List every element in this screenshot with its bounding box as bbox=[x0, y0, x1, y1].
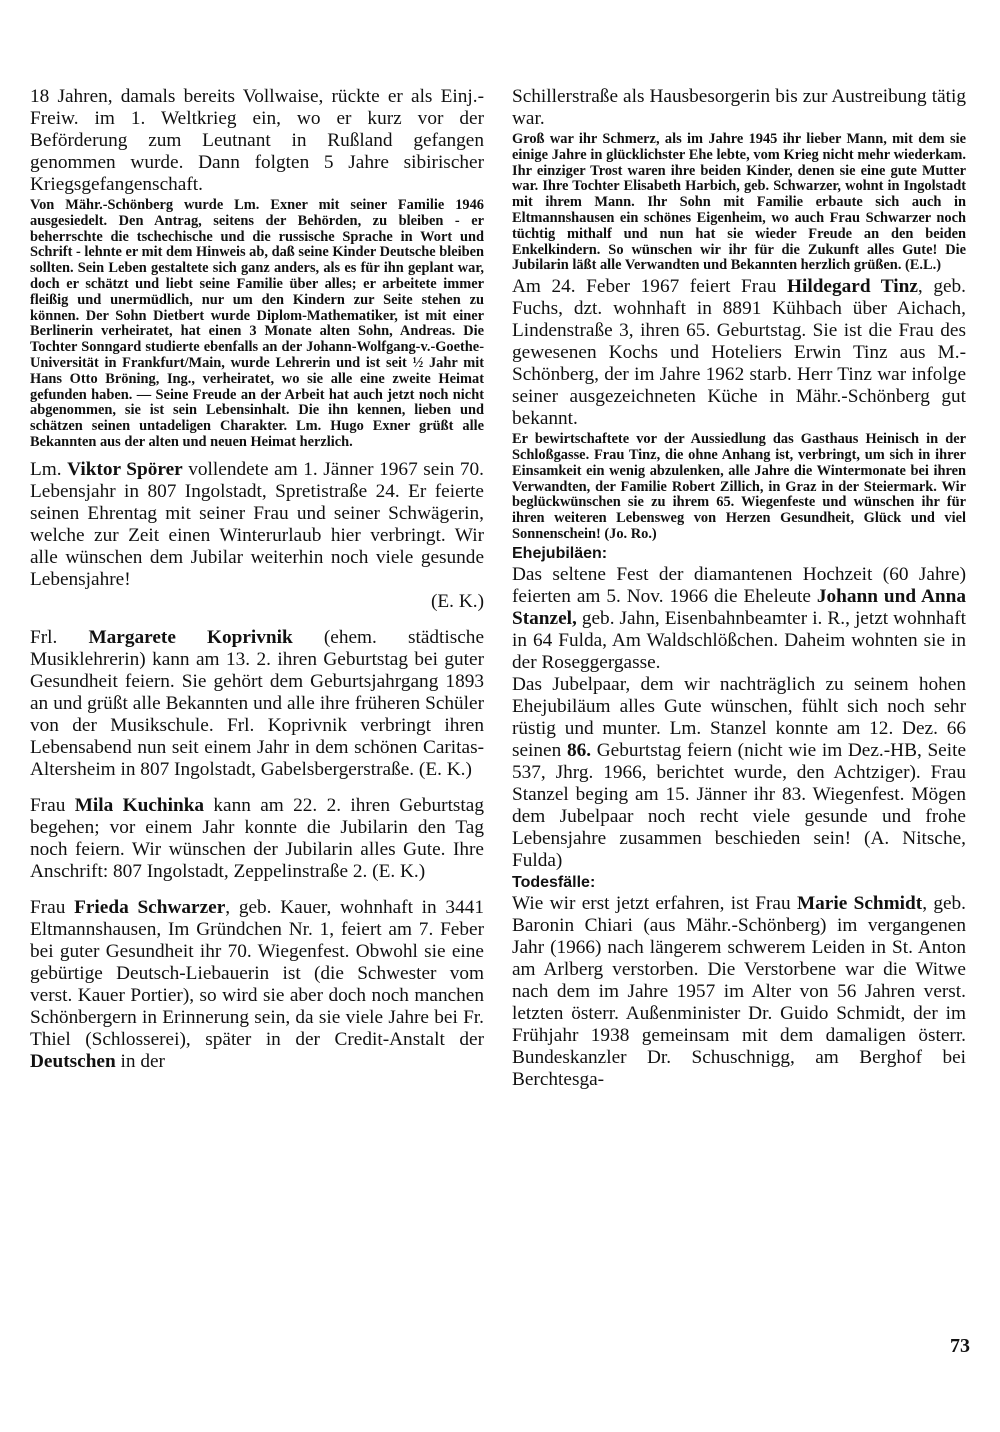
person-name: Margarete Koprivnik bbox=[88, 626, 293, 648]
paragraph-tinz-details: Er bewirtschaftete vor der Aussiedlung das Gasthaus Heinisch in der Schloßgasse. Frau Tinz, die ohne Anhang ist, verbringt, um sich in ihrer Einsamkeit ein wenig abzulenken, alle Jahre die Wintermonate bei ihren Verwandten, der Familie Robert Zillich, in Graz in der Steiermark. Wir beglückwünschen sie zu ihrem 65. Wiegenfeste und wünschen ihr für ihren weiteren Lebensweg von Herzen Gesundheit, Glück und viel Sonnenschein! (Jo. Ro.) bbox=[512, 431, 966, 542]
paragraph-exner-family: Von Mähr.-Schönberg wurde Lm. Exner mit seiner Familie 1946 ausgesiedelt. Den Antrag, seitens der Behörden, zu bleiben - er beherrschte die tschechische und die russische Sprache in Wort und Schrift - lehnte er mit dem Hinweis ab, daß seine Kinder Deutsche bleiben sollten. Sein Leben gestaltete sich ganz anders, als es für ihn geplant war, doch er schätzt und liebt seine Familie über alles; er arbeitete immer fleißig und unermüdlich, nur um den Kindern zur Seite stehen zu können. Der Sohn Dietbert wurde Diplom-Mathematiker, ist mit einer Berlinerin verheiratet, hat einen 3 Monate alten Sohn, Andreas. Die Tochter Sonngard studierte ebenfalls an der Johann-Wolfgang-v.-Goethe-Universität in Frankfurt/Main, wurde Lehrerin und ist seit ½ Jahr mit Hans Otto Bröning, Ing., verheiratet, wo sie alle eine zweite Heimat gefunden haben. — Seine Freude an der Arbeit hat auch jetzt noch nicht abgenommen, sie ist sein Lebensinhalt. Die ihn kennen, lieben und schätzen seinen untadeligen Charakter. Lm. Hugo Exner grüßt alle Bekannten aus der alten und neuen Heimat herzlich. bbox=[30, 197, 484, 450]
text-segment: Frau bbox=[30, 896, 75, 918]
paragraph-schwarzer bbox=[30, 897, 484, 1073]
person-name: Mila Kuchinka bbox=[74, 794, 205, 816]
person-name: Johann und Anna Stanzel, bbox=[512, 585, 967, 629]
text-segment: (ehem. städtische Musiklehrerin) kann am 13. 2. ihren Geburtstag bei guter Gesundheit feiern. Sie gehört dem Geburtsjahrgang 1893 an und grüßt alle Bekannten und alle ihre früheren Schüler von der Musikschule. Frl. Koprivnik verbringt ihren Lebensabend nun seit einem Jahr in dem schönen Caritas-Altersheim in 807 Ingolstadt, Gabelsbergerstraße. (E. K.) bbox=[30, 626, 485, 780]
paragraph-schmidt bbox=[512, 893, 966, 1091]
right-column bbox=[512, 86, 966, 1091]
section-heading-ehejubilaeen: Ehejubiläen: bbox=[512, 544, 608, 562]
person-name: Frieda Schwarzer bbox=[74, 896, 226, 918]
person-name: Marie Schmidt bbox=[796, 892, 923, 914]
paragraph-stanzel-jubilee bbox=[512, 674, 966, 872]
text-segment: in der bbox=[115, 1050, 165, 1072]
text-segment: Am 24. Feber 1967 feiert Frau bbox=[512, 276, 787, 298]
text-segment: , geb. Baronin Chiari (aus Mähr.-Schönberg) im vergangenen Jahr (1966) nach längerem schwerem Leiden in St. Anton am Arlberg verstorben. Die Verstorbene war die Witwe nach dem im Jahre 1957 im Alter von 56 Jahren verst. letzten österr. Außenminister Dr. Guido Schmidt, der im Frühjahr 1938 gemeinsam mit dem damaligen österr. Bundeskanzler Dr. Schuschnigg, am Berghof bei Berchtesga- bbox=[512, 892, 966, 1090]
page bbox=[30, 86, 972, 1386]
text-segment: Geburtstag feiern (nicht wie im Dez.-HB, Seite 537, Jhrg. 1966, berichtet wurde, den Achtziger). Frau Stanzel beging am 15. Jänner ihr 83. Wiegenfest. Mögen dem Jubelpaar noch recht viele gesunde und frohe Lebensjahre zusammen beschieden sein! (A. Nitsche, Fulda) bbox=[512, 739, 967, 871]
text-segment: Frl. bbox=[30, 626, 89, 648]
text-segment: Das Jubelpaar, dem wir nachträglich zu seinem hohen Ehejubiläum alles Gute wünschen, fühlt sich noch sehr rüstig und munter. Lm. Stanzel konnte am 12. Dez. 66 seinen bbox=[512, 673, 966, 761]
paragraph-kuchinka bbox=[30, 795, 484, 883]
text-segment: Das seltene Fest der diamantenen Hochzeit (60 Jahre) feierten am 5. Nov. 1966 die Eheleute bbox=[512, 563, 966, 607]
signature: (E. K.) bbox=[430, 590, 484, 612]
paragraph-stanzel bbox=[512, 564, 966, 674]
text-segment: , geb. Fuchs, dzt. wohnhaft in 8891 Kühbach über Aichach, Lindenstraße 3, ihren 65. Geburtstag. Sie ist die Frau des gewesenen Kochs und Hoteliers Erwin Tinz aus M.-Schönberg, der im Jahre 1962 starb. Herr Tinz war infolge seiner ausgezeichneten Küche in Mähr.-Schönberg gut bekannt. bbox=[512, 276, 966, 430]
page-number: 73 bbox=[950, 1335, 970, 1357]
person-name: Hildegard Tinz bbox=[786, 276, 918, 298]
bold-word: Deutschen bbox=[30, 1050, 116, 1072]
paragraph-koprivnik bbox=[30, 627, 484, 781]
paragraph-tinz bbox=[512, 276, 966, 430]
text-segment: kann am 22. 2. ihren Geburtstag begehen; vor einem Jahr konnte die Jubilarin den Tag noch feiern. Wir wünschen der Jubilarin alles Gute. Ihre Anschrift: 807 Ingolstadt, Zeppelinstraße 2. (E. K.) bbox=[30, 794, 484, 882]
text-segment: Lm. bbox=[30, 458, 68, 480]
text-segment: , geb. Kauer, wohnhaft in 3441 Eltmannshausen, Im Gründchen Nr. 1, feiert am 7. Feber bei guter Gesundheit ihr 70. Wiegenfest. Obwohl sie eine gebürtige Deutsch-Liebauerin ist (die Schwester vom verst. Kauer Portier), so wird sie aber doch noch manchen Schönbergern in Erinnerung sein, da sie viele Jahre bei Fr. Thiel (Schlosserei), später in der Credit-Anstalt der bbox=[30, 896, 484, 1050]
paragraph-spoerer bbox=[30, 459, 484, 591]
text-segment: vollendete am 1. Jänner 1967 sein 70. Lebensjahr in 807 Ingolstadt, Spretistraße 24. Er feierte seinen Ehrentag mit seiner Frau und seiner Schwägerin, welche zur Zeit einen Winterurlaub hier verbringt. Wir alle wünschen dem Jubilar weiterhin noch viele gesunde Lebensjahre! bbox=[30, 458, 484, 590]
paragraph-exner-intro: 18 Jahren, damals bereits Vollwaise, rückte er als Einj.-Freiw. im 1. Weltkrieg ein, wo er kurz vor der Beförderung zum Leutnant in Rußland gefangen genommen wurde. Dann folgten 5 Jahre sibirischer Kriegsgefangenschaft. bbox=[30, 86, 484, 195]
text-segment: Wie wir erst jetzt erfahren, ist Frau bbox=[512, 892, 797, 914]
section-heading-todesfaelle: Todesfälle: bbox=[512, 873, 596, 891]
paragraph-schwarzer-family: Groß war ihr Schmerz, als im Jahre 1945 ihr lieber Mann, mit dem sie einige Jahre in glücklichster Ehe lebte, vom Krieg nicht mehr wiederkam. Ihr einziger Trost waren ihre beiden Kinder, denen sie eine gute Mutter war. Ihre Tochter Elisabeth Harbich, geb. Schwarzer, wohnt in Ingolstadt mit ihrem Mann. Ihr Sohn mit Familie erbaute sich auch in Eltmannshausen ein schönes Eigenheim, wo auch Frau Schwarzer noch tüchtig mithalf und nun hat sie wieder Freude an den beiden Enkelkindern. So wünschen wir ihr für die Zukunft alles Gute! Die Jubilarin läßt alle Verwandten und Bekannten herzlich grüßen. (E.L.) bbox=[512, 131, 966, 274]
paragraph-schwarzer-cont: Schillerstraße als Hausbesorgerin bis zur Austreibung tätig war. bbox=[512, 86, 966, 129]
bold-number: 86. bbox=[566, 739, 592, 761]
person-name: Viktor Spörer bbox=[67, 458, 183, 480]
left-column bbox=[30, 86, 484, 1073]
text-segment: Frau bbox=[30, 794, 75, 816]
text-segment: geb. Jahn, Eisenbahnbeamter i. R., jetzt wohnhaft in 64 Fulda, Am Waldschlößchen. Daheim wohnten sie in der Roseggergasse. bbox=[512, 607, 966, 673]
